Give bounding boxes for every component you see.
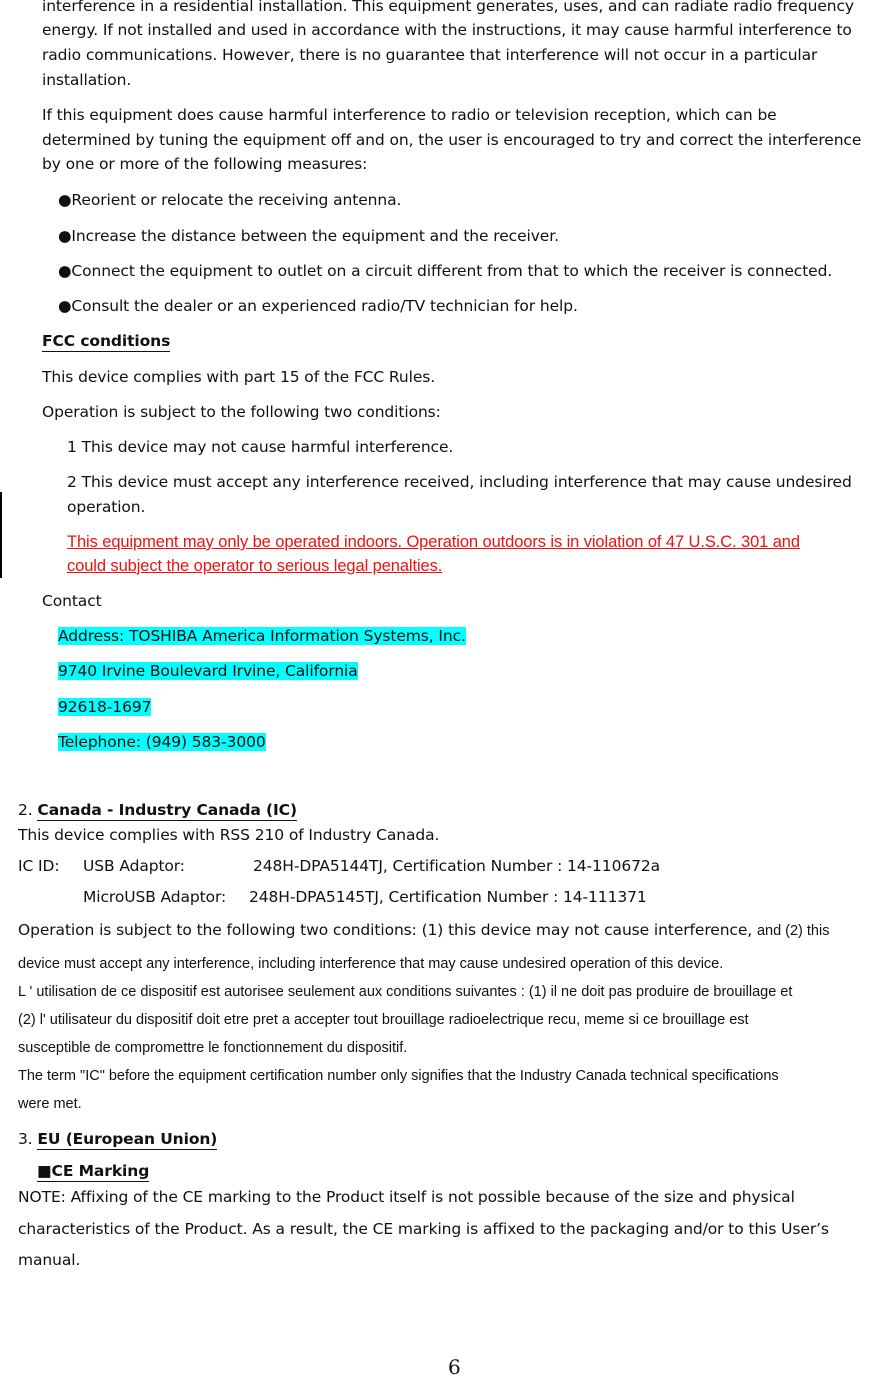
indoor-warning-continued: could subject the operator to serious legal penalties. [67, 557, 443, 575]
ic-operation-text-continued: and (2) this [756, 923, 830, 939]
measure-list-item: ●Reorient or relocate the receiving antenna. [58, 191, 402, 209]
section-number: 2. [18, 801, 33, 819]
measure-list-item: ●Consult the dealer or an experienced radio/TV technician for help. [58, 297, 578, 315]
microusb-adaptor-label: MicroUSB Adaptor: [83, 888, 227, 906]
interference-paragraph-line: by one or more of the following measures: [42, 155, 368, 173]
ic-term-statement: were met. [18, 1096, 82, 1112]
ce-marking-heading: ■CE Marking [37, 1162, 150, 1180]
intro-line: radio communications. However, there is no guarantee that interference will not occur in a particular [42, 46, 818, 64]
intro-line: interference in a residential installation. This equipment generates, uses, and can radiate radio frequency [42, 0, 854, 15]
french-statement: susceptible de compromettre le fonctionnement du dispositif. [18, 1040, 408, 1056]
section-number: 3. [18, 1130, 33, 1148]
fcc-condition-2: 2 This device must accept any interference received, including interference that may cause undesired [67, 473, 852, 491]
interference-paragraph-line: determined by tuning the equipment off and on, the user is encouraged to try and correct the interference [42, 131, 862, 149]
contact-zip: 92618-1697 [58, 698, 152, 716]
usb-adaptor-label: USB Adaptor: [83, 857, 185, 875]
eu-heading: EU (European Union) [37, 1130, 218, 1148]
indoor-warning: This equipment may only be operated indoors. Operation outdoors is in violation of 47 U.S.C. 301 and [67, 533, 800, 551]
interference-paragraph-line: If this equipment does cause harmful interference to radio or television reception, which can be [42, 106, 777, 124]
contact-address: Address: TOSHIBA America Information Systems, Inc. [58, 627, 466, 645]
ce-note-line: manual. [18, 1251, 81, 1269]
page-number: 6 [448, 1355, 461, 1379]
intro-line: energy. If not installed and used in accordance with the instructions, it may cause harmful interference to [42, 21, 852, 39]
contact-label: Contact [42, 592, 102, 610]
fcc-complies-text: This device complies with part 15 of the FCC Rules. [42, 368, 436, 386]
french-statement: (2) l' utilisateur du dispositif doit etre pret a accepter tout brouillage radioelectrique recu, meme si ce brouillage est [18, 1012, 749, 1028]
measure-list-item: ●Increase the distance between the equipment and the receiver. [58, 227, 559, 245]
ic-operation-text: Operation is subject to the following two conditions: (1) this device may not cause interference, [18, 921, 753, 939]
french-statement: L ' utilisation de ce dispositif est autorisee seulement aux conditions suivantes : (1) il ne doit pas produire de brouillage et [18, 984, 793, 1000]
ic-operation-text: device must accept any interference, including interference that may cause undesired operation of this device. [18, 956, 724, 972]
contact-street: 9740 Irvine Boulevard Irvine, California [58, 662, 358, 680]
microusb-adaptor-certification: 248H-DPA5145TJ, Certification Number : 14-111371 [249, 888, 647, 906]
ce-note-line: characteristics of the Product. As a result, the CE marking is affixed to the packaging and/or to this User’s [18, 1220, 829, 1238]
ic-term-statement: The term "IC" before the equipment certification number only signifies that the Industry Canada technical specifications [18, 1068, 779, 1084]
intro-line: installation. [42, 71, 132, 89]
fcc-subject-text: Operation is subject to the following two conditions: [42, 403, 441, 421]
fcc-conditions-heading: FCC conditions [42, 332, 171, 350]
measure-list-item: ●Connect the equipment to outlet on a circuit different from that to which the receiver is connected. [58, 262, 833, 280]
ic-id-label: IC ID: [18, 857, 60, 875]
rss-complies-text: This device complies with RSS 210 of Industry Canada. [18, 826, 440, 844]
ce-note-line: NOTE: Affixing of the CE marking to the Product itself is not possible because of the size and physical [18, 1188, 795, 1206]
fcc-condition-2-continued: operation. [67, 498, 146, 516]
revision-bar [0, 492, 2, 578]
canada-heading: Canada - Industry Canada (IC) [37, 801, 297, 819]
usb-adaptor-certification: 248H-DPA5144TJ, Certification Number : 14-110672a [253, 857, 661, 875]
fcc-condition-1: 1 This device may not cause harmful interference. [67, 438, 454, 456]
contact-telephone: Telephone: (949) 583-3000 [58, 733, 266, 751]
